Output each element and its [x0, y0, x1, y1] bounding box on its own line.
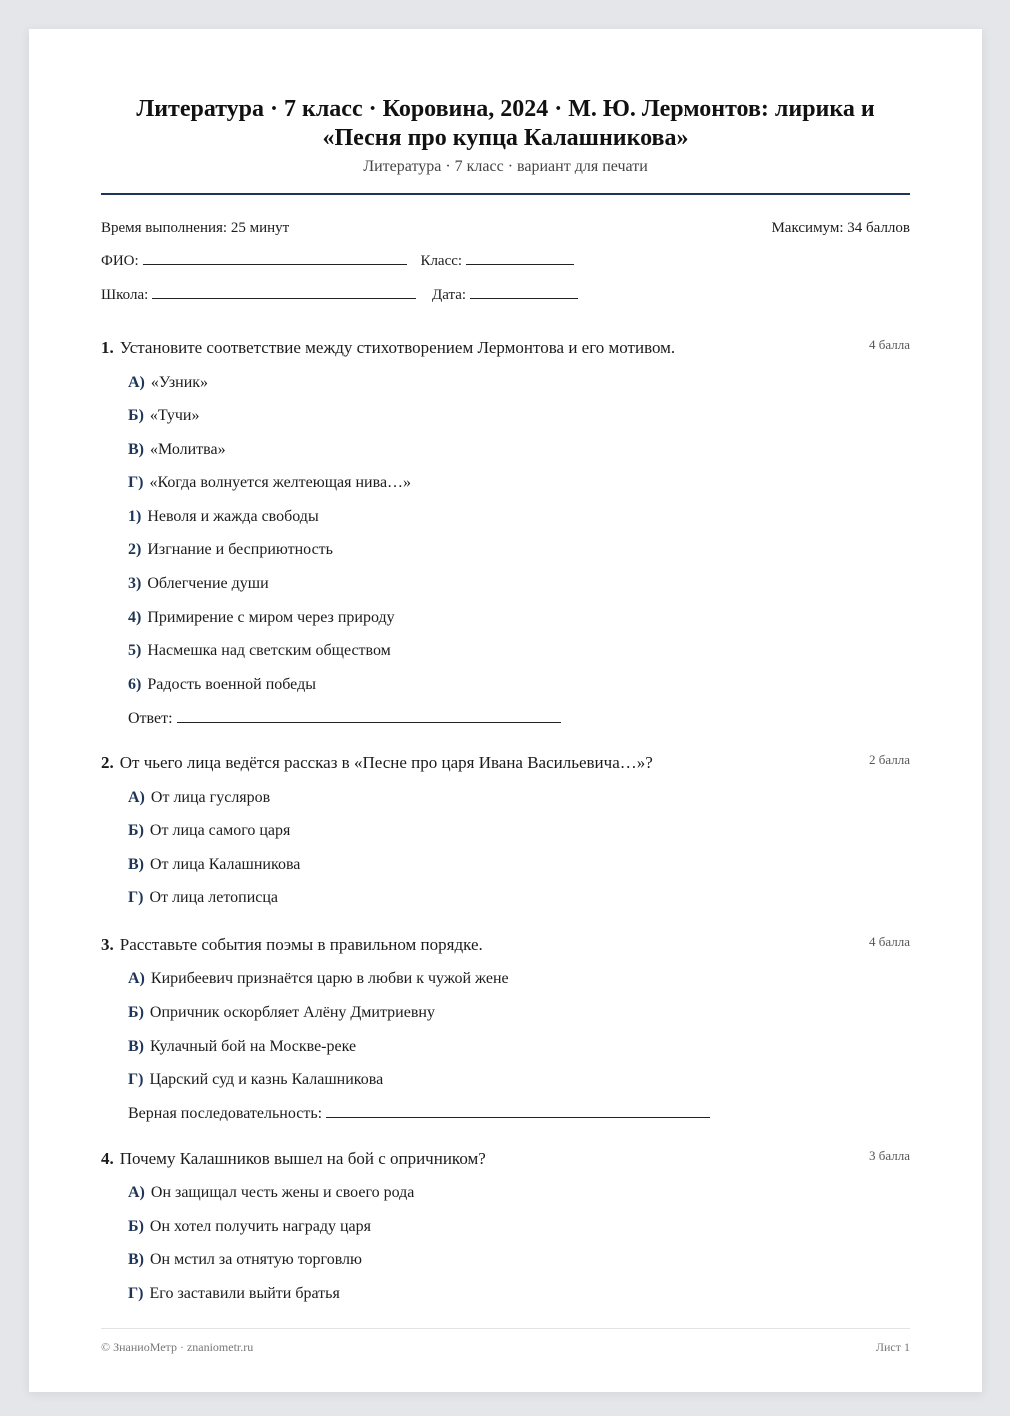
option-text: От лица гусляров [150, 789, 271, 806]
question-text: Установите соответствие между стихотворением Лермонтова и его мотивом. [119, 338, 676, 357]
answer-label: Верная последовательность: [128, 1105, 323, 1122]
question-points: 2 балла [869, 752, 910, 767]
option-label: Г) [128, 889, 144, 906]
question-points: 4 балла [869, 337, 910, 352]
question-points: 4 балла [869, 934, 910, 949]
option-label: Б) [128, 1218, 144, 1235]
option-text: Он защищал честь жены и своего рода [150, 1184, 415, 1201]
option-label: В) [128, 441, 144, 458]
class-label: Класс: [420, 253, 463, 269]
option-label: В) [128, 1038, 144, 1055]
option-text: Неволя и жажда свободы [147, 508, 319, 525]
date-field[interactable] [470, 297, 578, 299]
option-text: Радость военной победы [147, 676, 316, 693]
title-line-1: Литература · 7 класс · Коровина, 2024 · М. Ю. Лермонтов: лирика и [136, 96, 875, 122]
option-text: Кулачный бой на Москве-реке [150, 1038, 357, 1055]
question-number: 2. [101, 753, 114, 772]
question-number: 4. [101, 1149, 114, 1168]
question-number: 1. [101, 338, 114, 357]
max-score: Максимум: 34 баллов [771, 220, 910, 236]
option-text: Он хотел получить награду царя [149, 1218, 372, 1235]
time-row [101, 220, 910, 237]
option-text: Он мстил за отнятую торговлю [150, 1251, 362, 1268]
answer-label: Ответ: [128, 710, 173, 727]
worksheet-page [29, 29, 982, 1392]
option-label: 5) [128, 642, 142, 659]
option-text: От лица самого царя [149, 822, 291, 839]
option-text: «Молитва» [150, 441, 226, 458]
question-text: От чьего лица ведётся рассказ в «Песне про царя Ивана Васильевича…»? [119, 753, 653, 772]
option-label: Б) [128, 407, 144, 424]
option-item [128, 1004, 435, 1022]
title-line-2: «Песня про купца Калашникова» [322, 125, 689, 151]
page-subtitle: Литература · 7 класс · вариант для печати [363, 158, 648, 175]
option-item [128, 374, 208, 392]
answer-field[interactable] [326, 1116, 710, 1118]
option-item [128, 575, 269, 593]
option-item [128, 474, 411, 492]
option-label: А) [128, 789, 145, 806]
question-2 [101, 752, 910, 906]
option-item [128, 889, 278, 907]
option-text: Опричник оскорбляет Алёну Дмитриевну [149, 1004, 435, 1021]
option-label: В) [128, 1251, 144, 1268]
option-item [128, 1038, 356, 1056]
answer-field[interactable] [177, 721, 561, 723]
question-text: Почему Калашников вышел на бой с опричником? [119, 1149, 486, 1168]
option-label: А) [128, 1184, 145, 1201]
option-text: От лица летописца [149, 889, 279, 906]
question-3 [101, 934, 910, 1122]
option-item [128, 508, 319, 526]
time-limit: Время выполнения: 25 минут [101, 220, 290, 236]
option-item [128, 441, 226, 459]
question-number: 3. [101, 935, 114, 954]
question-text: Расставьте события поэмы в правильном порядке. [119, 935, 483, 954]
option-text: «Тучи» [149, 407, 200, 424]
option-text: «Узник» [150, 374, 209, 391]
option-label: Б) [128, 822, 144, 839]
option-item [128, 822, 290, 840]
school-label: Школа: [101, 287, 149, 303]
option-item [128, 856, 300, 874]
school-field[interactable] [152, 297, 416, 299]
option-label: 1) [128, 508, 142, 525]
option-label: 2) [128, 541, 142, 558]
header-divider [101, 193, 910, 195]
option-item [128, 1184, 414, 1202]
class-field[interactable] [466, 263, 574, 265]
option-item [128, 1071, 383, 1089]
option-item [128, 970, 509, 988]
option-text: Насмешка над светским обществом [147, 642, 391, 659]
answer-row [128, 1105, 716, 1123]
option-text: «Когда волнуется желтеющая нива…» [149, 474, 412, 491]
option-label: Г) [128, 1071, 144, 1088]
question-1 [101, 337, 910, 727]
option-item [128, 676, 316, 694]
option-label: 4) [128, 609, 142, 626]
option-item [128, 1285, 340, 1303]
option-label: Г) [128, 474, 144, 491]
option-text: Царский суд и казнь Калашникова [149, 1071, 384, 1088]
option-text: Его заставили выйти братья [149, 1285, 340, 1302]
school-row [101, 287, 910, 304]
option-item [128, 407, 200, 425]
question-header [101, 338, 910, 358]
option-item [128, 1251, 362, 1269]
option-text: Кирибеевич признаётся царю в любви к чужой жене [150, 970, 509, 987]
date-label: Дата: [432, 287, 467, 303]
option-item [128, 609, 395, 627]
footer-divider [101, 1328, 910, 1329]
option-item [128, 541, 333, 559]
option-label: 3) [128, 575, 142, 592]
question-header [101, 935, 910, 955]
option-text: Изгнание и бесприютность [147, 541, 333, 558]
option-text: Примирение с миром через природу [147, 609, 395, 626]
option-label: А) [128, 374, 145, 391]
question-points: 3 балла [869, 1148, 910, 1163]
page-title [101, 95, 910, 153]
option-label: 6) [128, 676, 142, 693]
fio-row [101, 253, 910, 270]
option-label: Г) [128, 1285, 144, 1302]
question-header [101, 1149, 910, 1169]
option-label: В) [128, 856, 144, 873]
page-footer [101, 1340, 910, 1355]
option-item [128, 642, 391, 660]
option-item [128, 789, 270, 807]
option-label: Б) [128, 1004, 144, 1021]
question-4 [101, 1148, 910, 1302]
option-text: Облегчение души [147, 575, 269, 592]
fio-field[interactable] [143, 263, 407, 265]
option-label: А) [128, 970, 145, 987]
fio-label: ФИО: [101, 253, 139, 269]
page-number: Лист 1 [875, 1340, 910, 1354]
option-text: От лица Калашникова [150, 856, 301, 873]
footer-copyright: © ЗнаниоМетр · znaniometr.ru [101, 1340, 254, 1354]
option-item [128, 1218, 371, 1236]
answer-row [128, 710, 567, 728]
question-header [101, 753, 910, 773]
